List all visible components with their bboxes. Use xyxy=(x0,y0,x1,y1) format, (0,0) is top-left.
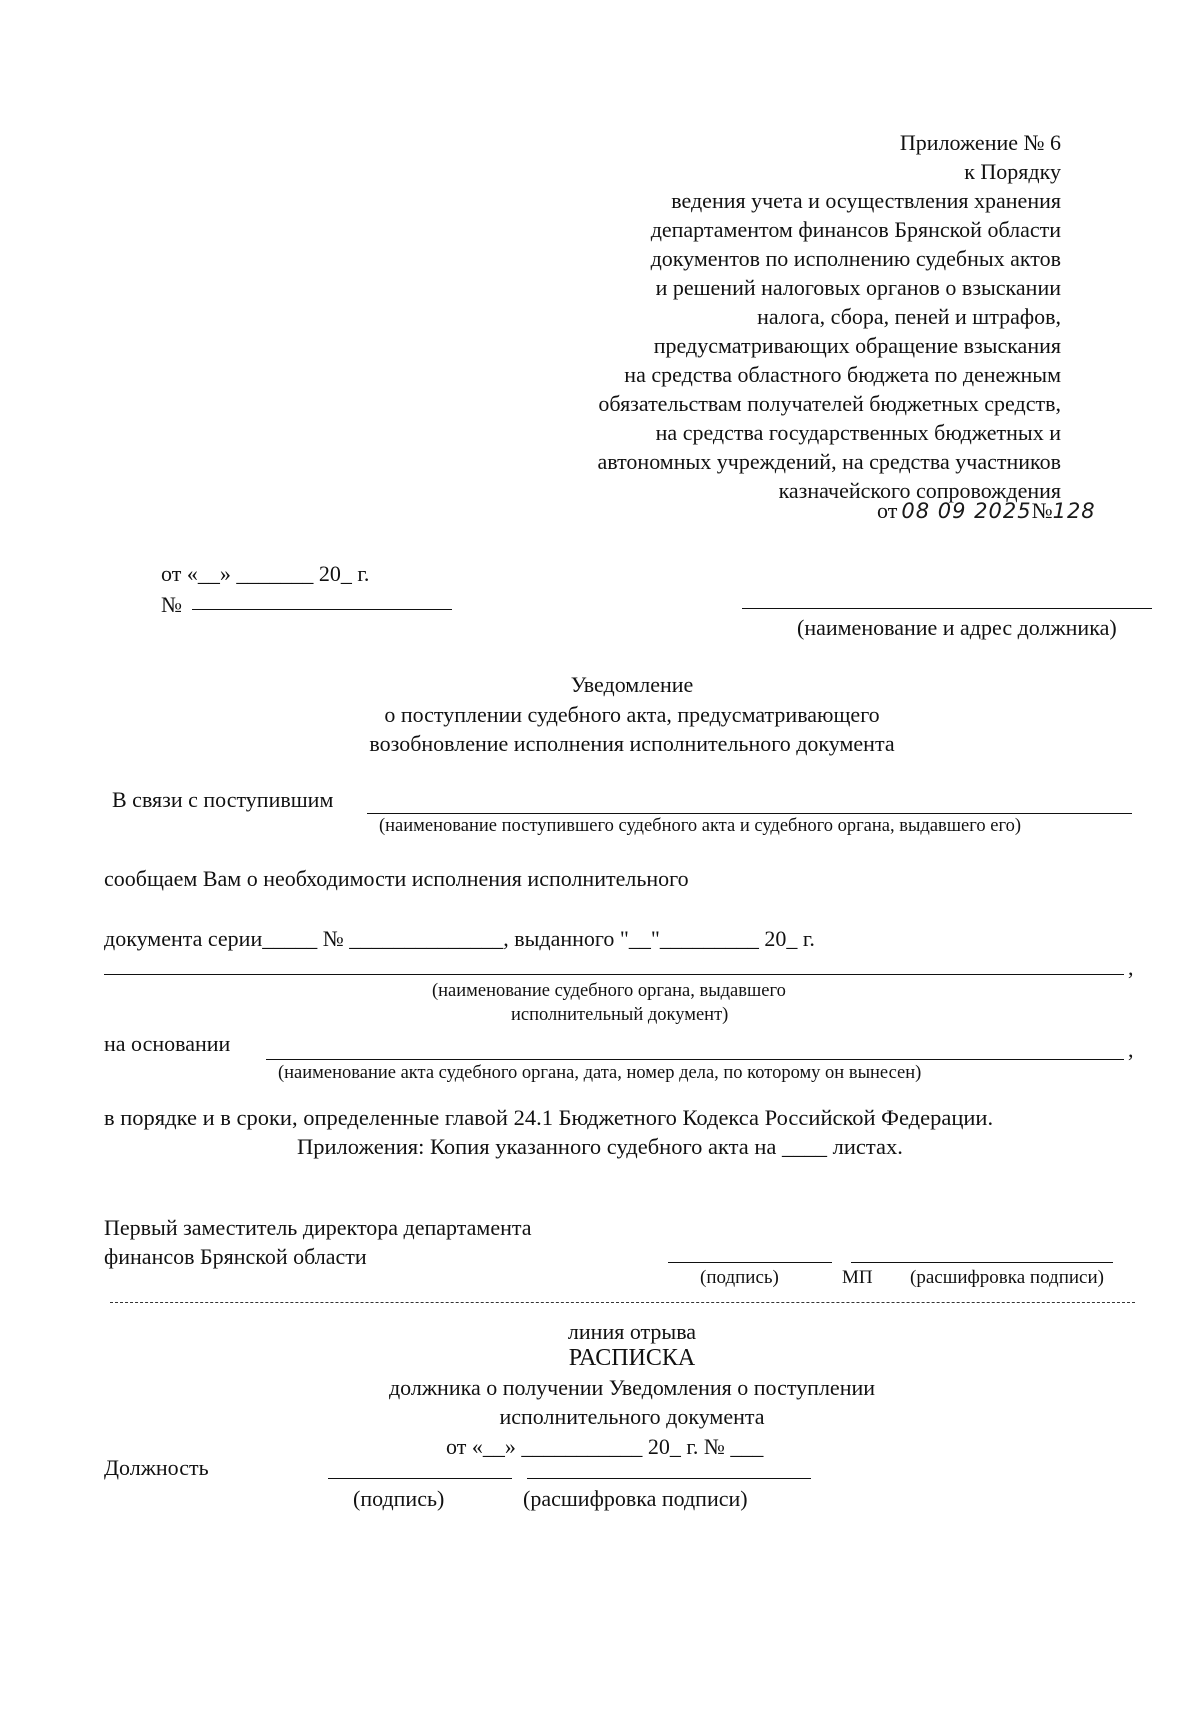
handwritten-number: 128 xyxy=(1052,499,1096,523)
appendix-date-line xyxy=(877,497,1096,525)
basis-line xyxy=(266,1035,1124,1060)
signature-caption: (подпись) xyxy=(700,1267,779,1288)
signature-decode-line xyxy=(851,1242,1113,1263)
comma: , xyxy=(1128,1037,1134,1062)
court-name-caption-2: исполнительный документ) xyxy=(511,1005,729,1025)
signer-position-2: финансов Брянской области xyxy=(104,1244,367,1269)
document-series-line: документа серии_____ № ______________, выданного "__"_________ 20_ г. xyxy=(104,926,815,951)
notice-number-label: № xyxy=(161,592,182,617)
appendix-line: налога, сбора, пеней и штрафов, xyxy=(757,304,1061,329)
comma: , xyxy=(1128,955,1134,980)
appendix-line: департаментом финансов Брянской области xyxy=(650,217,1061,242)
receipt-decode-line xyxy=(527,1458,811,1479)
handwritten-date: 08 09 2025 xyxy=(901,499,1032,523)
inform-text: сообщаем Вам о необходимости исполнения исполнительного xyxy=(104,866,689,891)
appendix-line: к Порядку xyxy=(964,159,1061,184)
appendix-date-prefix: от xyxy=(877,498,898,523)
debtor-caption: (наименование и адрес должника) xyxy=(797,615,1117,640)
receipt-subtitle-1: должника о получении Уведомления о поступлении xyxy=(388,1375,876,1400)
receipt-decode-caption: (расшифровка подписи) xyxy=(523,1486,748,1511)
debtor-position-label: Должность xyxy=(104,1455,209,1480)
appendix-line: на средства областного бюджета по денежным xyxy=(624,362,1061,387)
debtor-name-line xyxy=(742,580,1152,609)
notice-subtitle-2: возобновление исполнения исполнительного документа xyxy=(369,731,895,756)
receipt-subtitle-2: исполнительного документа xyxy=(499,1404,765,1429)
signer-position-1: Первый заместитель директора департамента xyxy=(104,1215,532,1240)
appendix-line: на средства государственных бюджетных и xyxy=(655,420,1061,445)
tear-line xyxy=(110,1302,1135,1303)
receipt-title: РАСПИСКА xyxy=(568,1345,696,1371)
signature-decode-caption: (расшифровка подписи) xyxy=(910,1267,1104,1288)
basis-label: на основании xyxy=(104,1031,231,1056)
order-text: в порядке и в сроки, определенные главой 24.1 Бюджетного Кодекса Российской Федерации. xyxy=(104,1105,994,1130)
appendix-line: и решений налоговых органов о взыскании xyxy=(655,275,1061,300)
appendix-number-prefix: № xyxy=(1031,498,1053,523)
basis-caption: (наименование акта судебного органа, дата, номер дела, по которому он вынесен) xyxy=(278,1063,922,1083)
receipt-signature-caption: (подпись) xyxy=(353,1486,445,1511)
in-connection-label: В связи с поступившим xyxy=(112,787,334,812)
court-act-line xyxy=(367,789,1132,814)
appendix-line: автономных учреждений, на средства участников xyxy=(597,449,1061,474)
appendix-line: документов по исполнению судебных актов xyxy=(650,246,1061,271)
signature-line xyxy=(668,1242,832,1263)
appendix-line: Приложение № 6 xyxy=(899,130,1061,155)
notice-title: Уведомление xyxy=(570,672,694,697)
attachments-text: Приложения: Копия указанного судебного акта на ____ листах. xyxy=(297,1134,903,1159)
receipt-signature-line xyxy=(328,1458,512,1479)
court-name-line xyxy=(104,950,1124,975)
appendix-line: предусматривающих обращение взыскания xyxy=(653,333,1061,358)
appendix-line: обязательствам получателей бюджетных средств, xyxy=(598,391,1061,416)
stamp-label: МП xyxy=(842,1267,873,1288)
notice-subtitle-1: о поступлении судебного акта, предусматривающего xyxy=(384,702,880,727)
appendix-line: казначейского сопровождения xyxy=(778,478,1061,503)
receipt-date-line: от «__» ___________ 20_ г. № ___ xyxy=(446,1434,764,1459)
appendix-line: ведения учета и осуществления хранения xyxy=(671,188,1061,213)
notice-number-line xyxy=(192,587,452,610)
court-act-caption: (наименование поступившего судебного акта и судебного органа, выдавшего его) xyxy=(379,816,1021,836)
appendix-block xyxy=(461,128,1061,505)
court-name-caption-1: (наименование судебного органа, выдавшего xyxy=(432,981,786,1001)
notice-date-field: от «__» _______ 20_ г. xyxy=(161,561,370,586)
tear-line-label: линия отрыва xyxy=(567,1319,697,1344)
